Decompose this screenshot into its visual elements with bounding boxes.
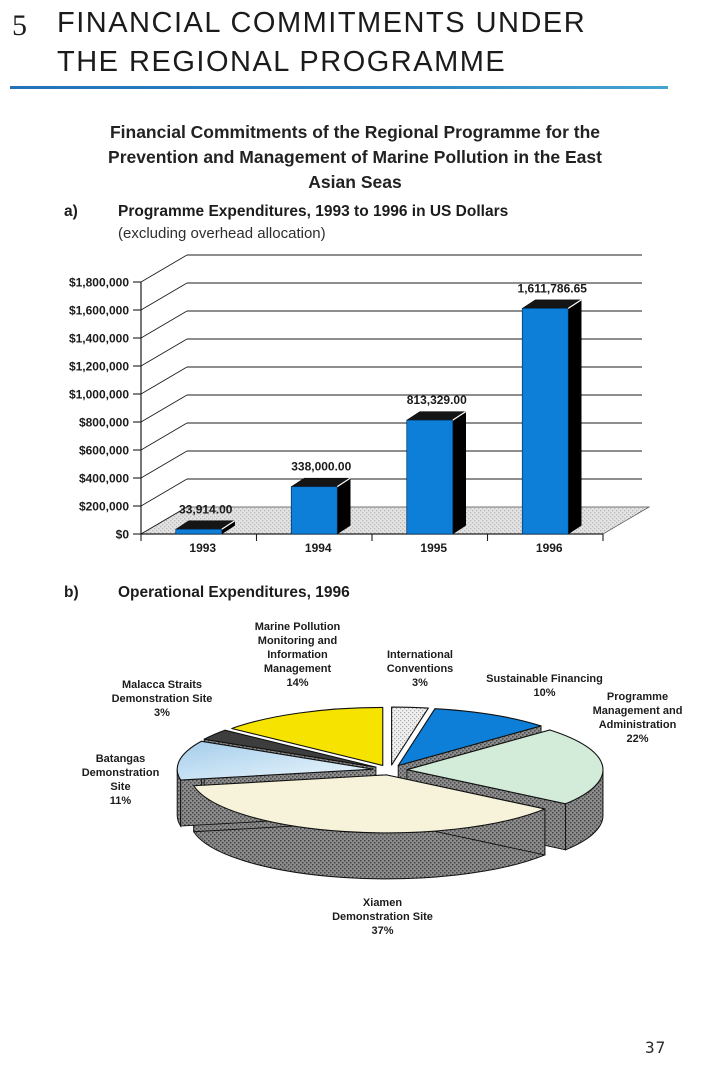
pie-label-xiamen: Xiamen Demonstration Site 37% <box>332 897 433 937</box>
svg-text:1994: 1994 <box>304 541 332 555</box>
pie-label-programme-management: Programme Management and Administration 22% <box>592 691 683 745</box>
figure-title <box>67 120 643 195</box>
figure-title-line3: Asian Seas <box>308 172 402 192</box>
svg-text:813,329.00: 813,329.00 <box>406 393 467 408</box>
pie-label-international-conventions: International Conventions 3% <box>386 649 454 689</box>
svg-text:$1,000,000: $1,000,000 <box>68 387 129 402</box>
section-a-subtitle: (excluding overhead allocation) <box>118 225 326 242</box>
svg-text:$1,800,000: $1,800,000 <box>68 275 129 290</box>
svg-text:1,611,786.65: 1,611,786.65 <box>517 281 587 296</box>
svg-text:338,000.00: 338,000.00 <box>291 459 352 474</box>
bar-1994 <box>291 487 337 534</box>
bar-1995 <box>407 420 453 534</box>
svg-text:$1,400,000: $1,400,000 <box>68 331 129 346</box>
bar-1993 <box>176 529 222 534</box>
svg-text:$1,200,000: $1,200,000 <box>68 359 129 374</box>
pie-label-marine-pollution: Marine Pollution Monitoring and Information Management 14% <box>254 621 341 689</box>
header-rule <box>10 86 668 89</box>
svg-text:1993: 1993 <box>189 541 217 555</box>
pie-label-malacca-straits: Malacca Straits Demonstration Site 3% <box>111 679 213 719</box>
chapter-title <box>57 4 586 82</box>
chapter-title-line2: THE REGIONAL PROGRAMME <box>57 46 507 78</box>
svg-text:$600,000: $600,000 <box>78 443 129 458</box>
section-b-title: Operational Expenditures, 1996 <box>118 584 350 601</box>
svg-text:33,914.00: 33,914.00 <box>179 502 233 517</box>
svg-text:$800,000: $800,000 <box>78 415 129 430</box>
page-number: 37 <box>645 1038 667 1057</box>
svg-text:1995: 1995 <box>420 541 448 555</box>
section-a-title: Programme Expenditures, 1993 to 1996 in US Dollars <box>118 203 509 220</box>
svg-text:$400,000: $400,000 <box>78 471 129 486</box>
svg-text:$0: $0 <box>115 527 129 542</box>
section-b-marker: b) <box>64 584 79 601</box>
figure-title-line1: Financial Commitments of the Regional Programme for the <box>109 122 601 142</box>
chapter-number: 5 <box>12 9 27 42</box>
figure-title-line2: Prevention and Management of Marine Pollution in the East <box>108 147 602 167</box>
bar-1996 <box>522 308 568 534</box>
pie-label-batangas: Batangas Demonstration Site 11% <box>81 753 160 807</box>
pie-label-sustainable-financing: Sustainable Financing 10% <box>486 673 603 699</box>
svg-text:$1,600,000: $1,600,000 <box>68 303 129 318</box>
section-a-marker: a) <box>64 203 78 220</box>
svg-text:1996: 1996 <box>535 541 563 555</box>
chapter-title-line1: FINANCIAL COMMITMENTS UNDER <box>57 7 587 39</box>
svg-text:$200,000: $200,000 <box>78 499 129 514</box>
bar-chart <box>50 248 650 578</box>
